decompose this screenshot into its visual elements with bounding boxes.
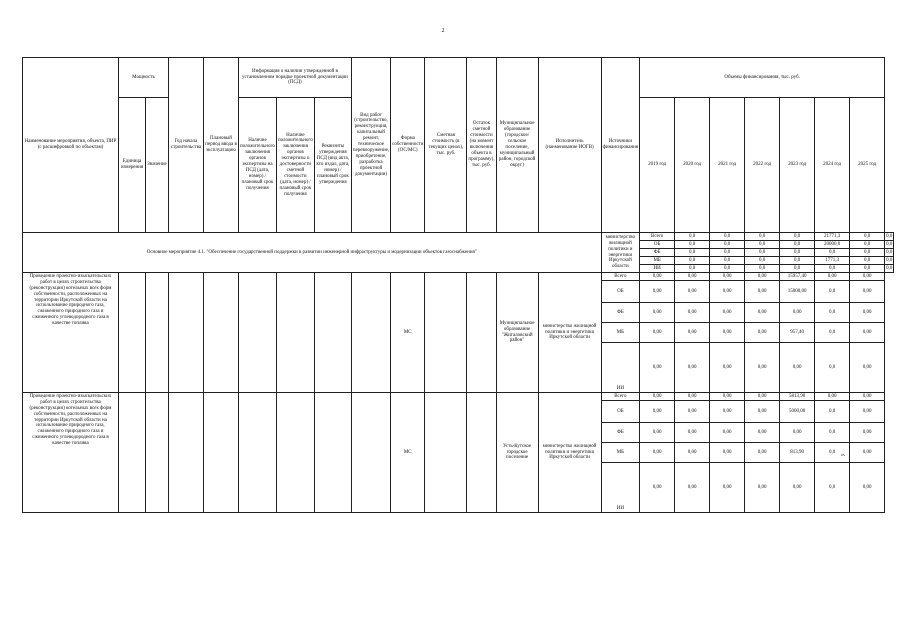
page-number: 2 xyxy=(441,28,445,34)
empty-cell xyxy=(351,273,390,393)
value-cell: 0,00 xyxy=(850,343,885,393)
col-header-year: 2021 год xyxy=(710,98,745,233)
empty-cell xyxy=(169,273,204,393)
empty-cell xyxy=(204,273,239,393)
empty-cell xyxy=(169,393,204,513)
value-cell: 21771,3 xyxy=(815,233,850,241)
value-cell: 0,00 xyxy=(640,401,675,423)
value-cell: 20000,0 xyxy=(815,241,850,249)
empty-cell xyxy=(467,393,496,513)
program-table xyxy=(22,57,894,513)
empty-cell xyxy=(146,393,169,513)
source-label: ФБ xyxy=(640,249,675,257)
value-cell: 0,0 xyxy=(780,249,815,257)
object-name: Проведение проектно-изыскательских работ в целях строительства (реконструкции) котельных всех форм собственности, расположенных на территории Иркутской области на использование природного газа, сжиженного природного газа и сжиженного углеводородного газа в качестве топлива xyxy=(23,273,119,393)
value-cell: 0,00 xyxy=(675,401,710,423)
value-cell: 0,0 xyxy=(815,249,850,257)
source-label: ИИ xyxy=(601,463,640,513)
value-cell: 0,00 xyxy=(850,393,885,401)
value-cell: 0,00 xyxy=(640,463,675,513)
value-cell: 0,0 xyxy=(815,463,850,513)
ownership-cell: МС xyxy=(391,393,425,513)
municipality-cell: Муниципальное образование "Жигаловский район" xyxy=(496,273,538,393)
value-cell: 0,00 xyxy=(850,281,885,303)
col-header-estimated-cost: Сметная стоимость (в текущих ценах), тыс. руб. xyxy=(425,58,467,233)
col-header-name: Наименование мероприятия, объекта, ПИР (с расшифровкой по объектам) xyxy=(23,58,119,233)
col-header-year: 2023 год xyxy=(780,98,815,233)
value-cell: 0,00 xyxy=(745,273,780,281)
col-header-source: Источники финансирования xyxy=(601,58,640,233)
value-cell: 0,00 xyxy=(780,303,815,323)
value-cell: 0,00 xyxy=(640,281,675,303)
value-cell: 0,00 xyxy=(850,273,885,281)
executor-cell: министерство жилищной политики и энергетики Иркутской области xyxy=(538,273,601,393)
table-row xyxy=(23,273,894,281)
section-title: Основное мероприятие 4.1. "Обеспечение государственной поддержки в развитии инженерной инфраструктуры и модернизации объектов газоснабжения" xyxy=(23,233,602,273)
col-header-psd-approval: Реквизиты утверждения ПСД (вид акта, кто издал, дата, номер) / плановый срок утверждения xyxy=(314,98,351,233)
value-cell: 0,00 xyxy=(640,303,675,323)
value-cell: 0,0 xyxy=(675,257,710,265)
empty-cell xyxy=(425,273,467,393)
end-quote-mark: ». xyxy=(841,452,846,458)
col-header-executor: Исполнитель (наименование ИОГВ) xyxy=(538,58,601,233)
col-header-psd-info: Информация о наличии утвержденной в установленном порядке проектной документации (ПСД) xyxy=(239,58,352,98)
col-header-unit: Единица измерения xyxy=(119,98,146,233)
value-cell: 0,00 xyxy=(710,393,745,401)
value-cell: 0,00 xyxy=(745,463,780,513)
value-cell: 0,00 xyxy=(815,393,850,401)
municipality-cell: Усть-Кутское городское поселение xyxy=(496,393,538,513)
section-executor: министерство жилищной политики и энергетики Иркутской области xyxy=(601,233,640,273)
value-cell: 0,00 xyxy=(745,343,780,393)
value-cell: 0,0 xyxy=(815,323,850,343)
value-cell: 813,90 xyxy=(780,443,815,463)
value-cell: 0,00 xyxy=(850,401,885,423)
value-cell: 0,0 xyxy=(780,265,815,273)
col-header-municipality: Муниципальное образование (городское/сельское поселение, муниципальный район, городской округ) xyxy=(496,58,538,233)
value-cell: 0,0 xyxy=(745,265,780,273)
value-cell: 0,00 xyxy=(640,343,675,393)
value-cell: 0,00 xyxy=(745,401,780,423)
value-cell: 0,00 xyxy=(710,401,745,423)
value-cell: 0,00 xyxy=(850,323,885,343)
value-cell: 0,00 xyxy=(780,423,815,443)
object-name: Проведение проектно-изыскательских работ в целях строительства (реконструкции) котельных всех форм собственности, расположенных на территории Иркутской области на использование природного газа, сжиженного природного газа и сжиженного углеводородного газа в качестве топлива xyxy=(23,393,119,513)
col-header-year: 2025 год xyxy=(850,98,885,233)
value-cell: 0,00 xyxy=(850,423,885,443)
value-cell: 0,0 xyxy=(780,233,815,241)
source-label: ИИ xyxy=(640,265,675,273)
value-cell: 0,0 xyxy=(815,423,850,443)
value-cell: 0,00 xyxy=(675,323,710,343)
value-cell: 0,00 xyxy=(640,273,675,281)
source-label: МБ xyxy=(640,257,675,265)
value-cell: 0,0 xyxy=(815,343,850,393)
empty-cell xyxy=(146,273,169,393)
value-cell: 0,00 xyxy=(745,281,780,303)
col-header-funding: Объемы финансирования, тыс. руб. xyxy=(640,58,885,98)
value-cell: 0,00 xyxy=(710,303,745,323)
col-header-year: 2020 год xyxy=(675,98,710,233)
col-header-year: 2022 год xyxy=(745,98,780,233)
table-row xyxy=(23,233,894,241)
source-label: ИИ xyxy=(601,343,640,393)
value-cell: 0,00 xyxy=(745,443,780,463)
value-cell: 0,00 xyxy=(640,443,675,463)
value-cell: 0,00 xyxy=(815,273,850,281)
value-cell: 0,0 xyxy=(675,241,710,249)
col-header-psd-conclusion: Наличие положительного заключения органов экспертизы на ПСД (дата, номер) / плановый срок получения xyxy=(239,98,277,233)
empty-cell xyxy=(351,393,390,513)
value-cell: 0,0 xyxy=(745,257,780,265)
col-header-year: 2019 год xyxy=(640,98,675,233)
col-header-psd-estimate: Наличие положительного заключения органов экспертизы о достоверности сметной стоимости (дата, номер) / плановый срок получения xyxy=(276,98,314,233)
value-cell: 0,0 xyxy=(745,249,780,257)
value-cell: 0,00 xyxy=(710,343,745,393)
source-label: ОБ xyxy=(601,401,640,423)
value-cell: 0,0 xyxy=(780,257,815,265)
value-cell: 0,0 xyxy=(815,443,850,463)
value-cell: 0,00 xyxy=(745,303,780,323)
value-cell: 0,00 xyxy=(675,463,710,513)
empty-cell xyxy=(276,393,314,513)
value-cell: 15000,00 xyxy=(780,281,815,303)
source-label: Всего xyxy=(601,273,640,281)
empty-cell xyxy=(119,393,146,513)
value-cell: 0,00 xyxy=(745,423,780,443)
value-cell: 0,0 xyxy=(675,233,710,241)
value-cell: 0,00 xyxy=(850,443,885,463)
source-label: МБ xyxy=(601,323,640,343)
source-label: ОБ xyxy=(640,241,675,249)
value-cell: 0,00 xyxy=(675,343,710,393)
col-header-start-year: Год начала строительства xyxy=(169,58,204,233)
value-cell: 0,00 xyxy=(780,343,815,393)
value-cell: 0,0 xyxy=(886,233,893,239)
value-cell: 0,0 xyxy=(780,241,815,249)
source-label: ФБ xyxy=(601,423,640,443)
value-cell: 15957,40 xyxy=(780,273,815,281)
value-cell: 0,0 xyxy=(710,233,745,241)
value-cell: 0,0 xyxy=(886,249,893,255)
value-cell: 0,00 xyxy=(640,393,675,401)
value-cell: 0,00 xyxy=(640,323,675,343)
empty-cell xyxy=(204,393,239,513)
empty-cell xyxy=(425,393,467,513)
value-cell: 0,0 xyxy=(850,257,885,265)
value-cell: 0,0 xyxy=(710,249,745,257)
empty-cell xyxy=(239,393,277,513)
value-cell: 0,0 xyxy=(850,249,885,257)
value-cell: 0,0 xyxy=(815,281,850,303)
value-cell: 0,0 xyxy=(850,233,885,241)
value-cell: 0,00 xyxy=(780,463,815,513)
empty-cell xyxy=(276,273,314,393)
value-cell: 0,00 xyxy=(675,273,710,281)
value-cell: 0,0 xyxy=(850,265,885,273)
value-cell: 0,00 xyxy=(850,463,885,513)
value-cell: 0,0 xyxy=(815,265,850,273)
col-header-value: Значение xyxy=(146,98,169,233)
value-cell: 0,00 xyxy=(640,423,675,443)
value-cell: 0,00 xyxy=(710,463,745,513)
source-label: Всего xyxy=(640,233,675,241)
table-row xyxy=(23,393,894,401)
col-header-ownership: Форма собственности (ОС/МС) xyxy=(391,58,425,233)
col-header-capacity: Мощность xyxy=(119,58,169,98)
value-cell: 0,00 xyxy=(675,443,710,463)
value-cell: 0,0 xyxy=(710,257,745,265)
value-cell: 0,00 xyxy=(710,273,745,281)
empty-cell xyxy=(314,273,351,393)
col-header-year: 2024 год xyxy=(815,98,850,233)
empty-cell xyxy=(314,393,351,513)
value-cell: 0,0 xyxy=(886,257,893,263)
value-cell: 0,0 xyxy=(886,241,893,247)
source-label: ОБ xyxy=(601,281,640,303)
value-cell: 0,00 xyxy=(850,303,885,323)
value-cell: 0,0 xyxy=(815,303,850,323)
empty-cell xyxy=(467,273,496,393)
col-header-work-type: Вид работ (строительство, реконструкция, капитальный ремонт, техническое перевооружение, приобретение, разработка проектной документации) xyxy=(351,58,390,233)
value-cell: 0,00 xyxy=(710,323,745,343)
col-header-planned-period: Плановый период ввода в эксплуатацию xyxy=(204,58,239,233)
value-cell: 0,0 xyxy=(850,241,885,249)
value-cell: 0,00 xyxy=(710,423,745,443)
value-cell: 0,0 xyxy=(710,265,745,273)
value-cell: 0,00 xyxy=(745,323,780,343)
value-cell: 0,00 xyxy=(675,303,710,323)
value-cell: 0,0 xyxy=(745,241,780,249)
value-cell: 0,00 xyxy=(675,423,710,443)
empty-cell xyxy=(119,273,146,393)
value-cell: 0,00 xyxy=(710,281,745,303)
empty-cell xyxy=(239,273,277,393)
value-cell: 0,0 xyxy=(675,265,710,273)
value-cell: 5000,00 xyxy=(780,401,815,423)
value-cell: 0,0 xyxy=(886,265,893,271)
source-label: Всего xyxy=(601,393,640,401)
value-cell: 0,0 xyxy=(675,249,710,257)
value-cell: 5813,90 xyxy=(780,393,815,401)
col-header-remaining-cost: Остаток сметной стоимости (на момент включения объекта в программу), тыс. руб. xyxy=(467,58,496,233)
value-cell: 0,0 xyxy=(745,233,780,241)
value-cell: 0,00 xyxy=(675,393,710,401)
value-cell: 0,00 xyxy=(745,393,780,401)
ownership-cell: МС xyxy=(391,273,425,393)
value-cell: 1771,3 xyxy=(815,257,850,265)
source-label: ФБ xyxy=(601,303,640,323)
value-cell: 0,0 xyxy=(710,241,745,249)
value-cell: 0,00 xyxy=(710,443,745,463)
executor-cell: министерство жилищной политики и энергетики Иркутской области xyxy=(538,393,601,513)
value-cell: 0,0 xyxy=(815,401,850,423)
value-cell: 0,00 xyxy=(675,281,710,303)
source-label: МБ xyxy=(601,443,640,463)
value-cell: 957,40 xyxy=(780,323,815,343)
